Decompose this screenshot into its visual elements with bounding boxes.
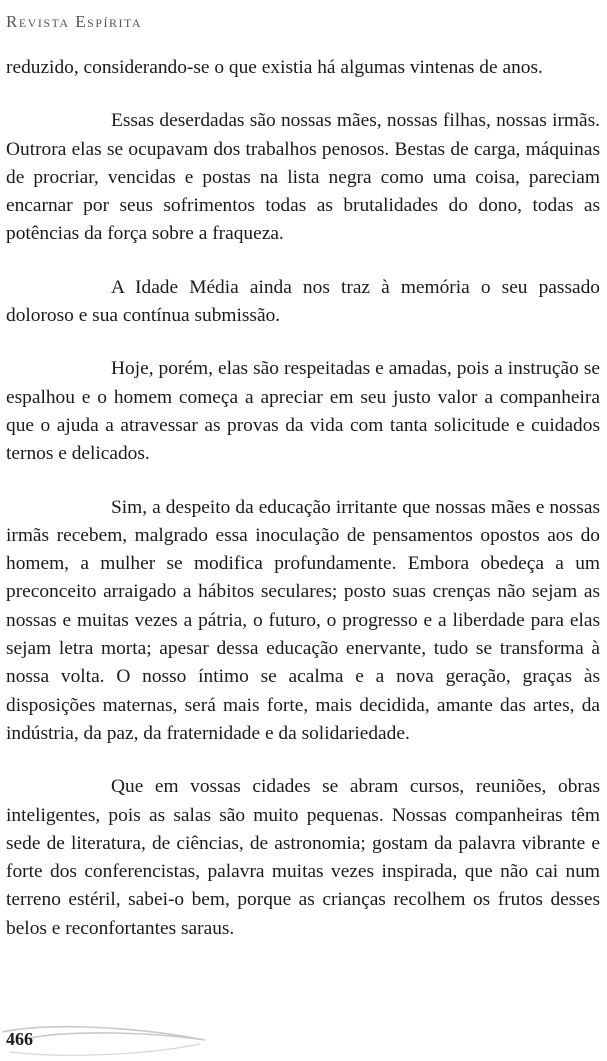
page-body (6, 54, 600, 968)
paragraph-continuation: reduzido, considerando-se o que existia há algumas vintenas de anos. (6, 57, 543, 78)
paragraph: Hoje, porém, elas são respeitadas e amadas, pois a instrução se espalhou e o homem começa a apreciar em seu justo valor a companheira que o ajuda a atravessar as provas da vida com tanta solicitude e cuidados ternos e delicados. (6, 358, 600, 465)
paragraph: Sim, a despeito da educação irritante que nossas mães e nossas irmãs recebem, malgrado essa inoculação de pensamentos opostos aos do homem, a mulher se modifica profundamente. Embora obedeça a um preconceito arraigado a hábitos seculares; posto suas crenças não sejam as nossas e muitas vezes a pátria, o futuro, o progresso e a liberdade para elas sejam letra morta; apesar dessa educação enervante, tudo se transforma à nossa volta. O nosso íntimo se acalma e a nova geração, graças às disposições maternas, será mais forte, mais decidida, amante das artes, da indústria, da paz, da fraternidade e da solidariedade. (6, 496, 600, 744)
paragraph: A Idade Média ainda nos traz à memória o seu passado doloroso e sua contínua submissão. (6, 276, 600, 327)
paragraph: Essas deserdadas são nossas mães, nossas filhas, nossas irmãs. Outrora elas se ocupavam dos trabalhos penosos. Bestas de carga, máquinas de procriar, vencidas e postas na lista negra como uma coisa, pareciam encarnar por seus sofrimentos todas as brutalidades do dono, todas as potências da força sobre a fraqueza. (6, 110, 600, 245)
page-number: 466 (6, 1029, 33, 1049)
paragraph: Que em vossas cidades se abram cursos, reuniões, obras inteligentes, pois as salas são muito pequenas. Nossas companheiras têm sede de literatura, de ciências, de astronomia; gostam da palavra vibrante e forte dos conferencistas, palavra muitas vezes inspirada, que não cai num terreno estéril, sabei-o bem, porque as crianças recolhem os frutos desses belos e reconfortantes saraus. (6, 776, 600, 939)
running-head: Revista Espírita (6, 12, 143, 31)
